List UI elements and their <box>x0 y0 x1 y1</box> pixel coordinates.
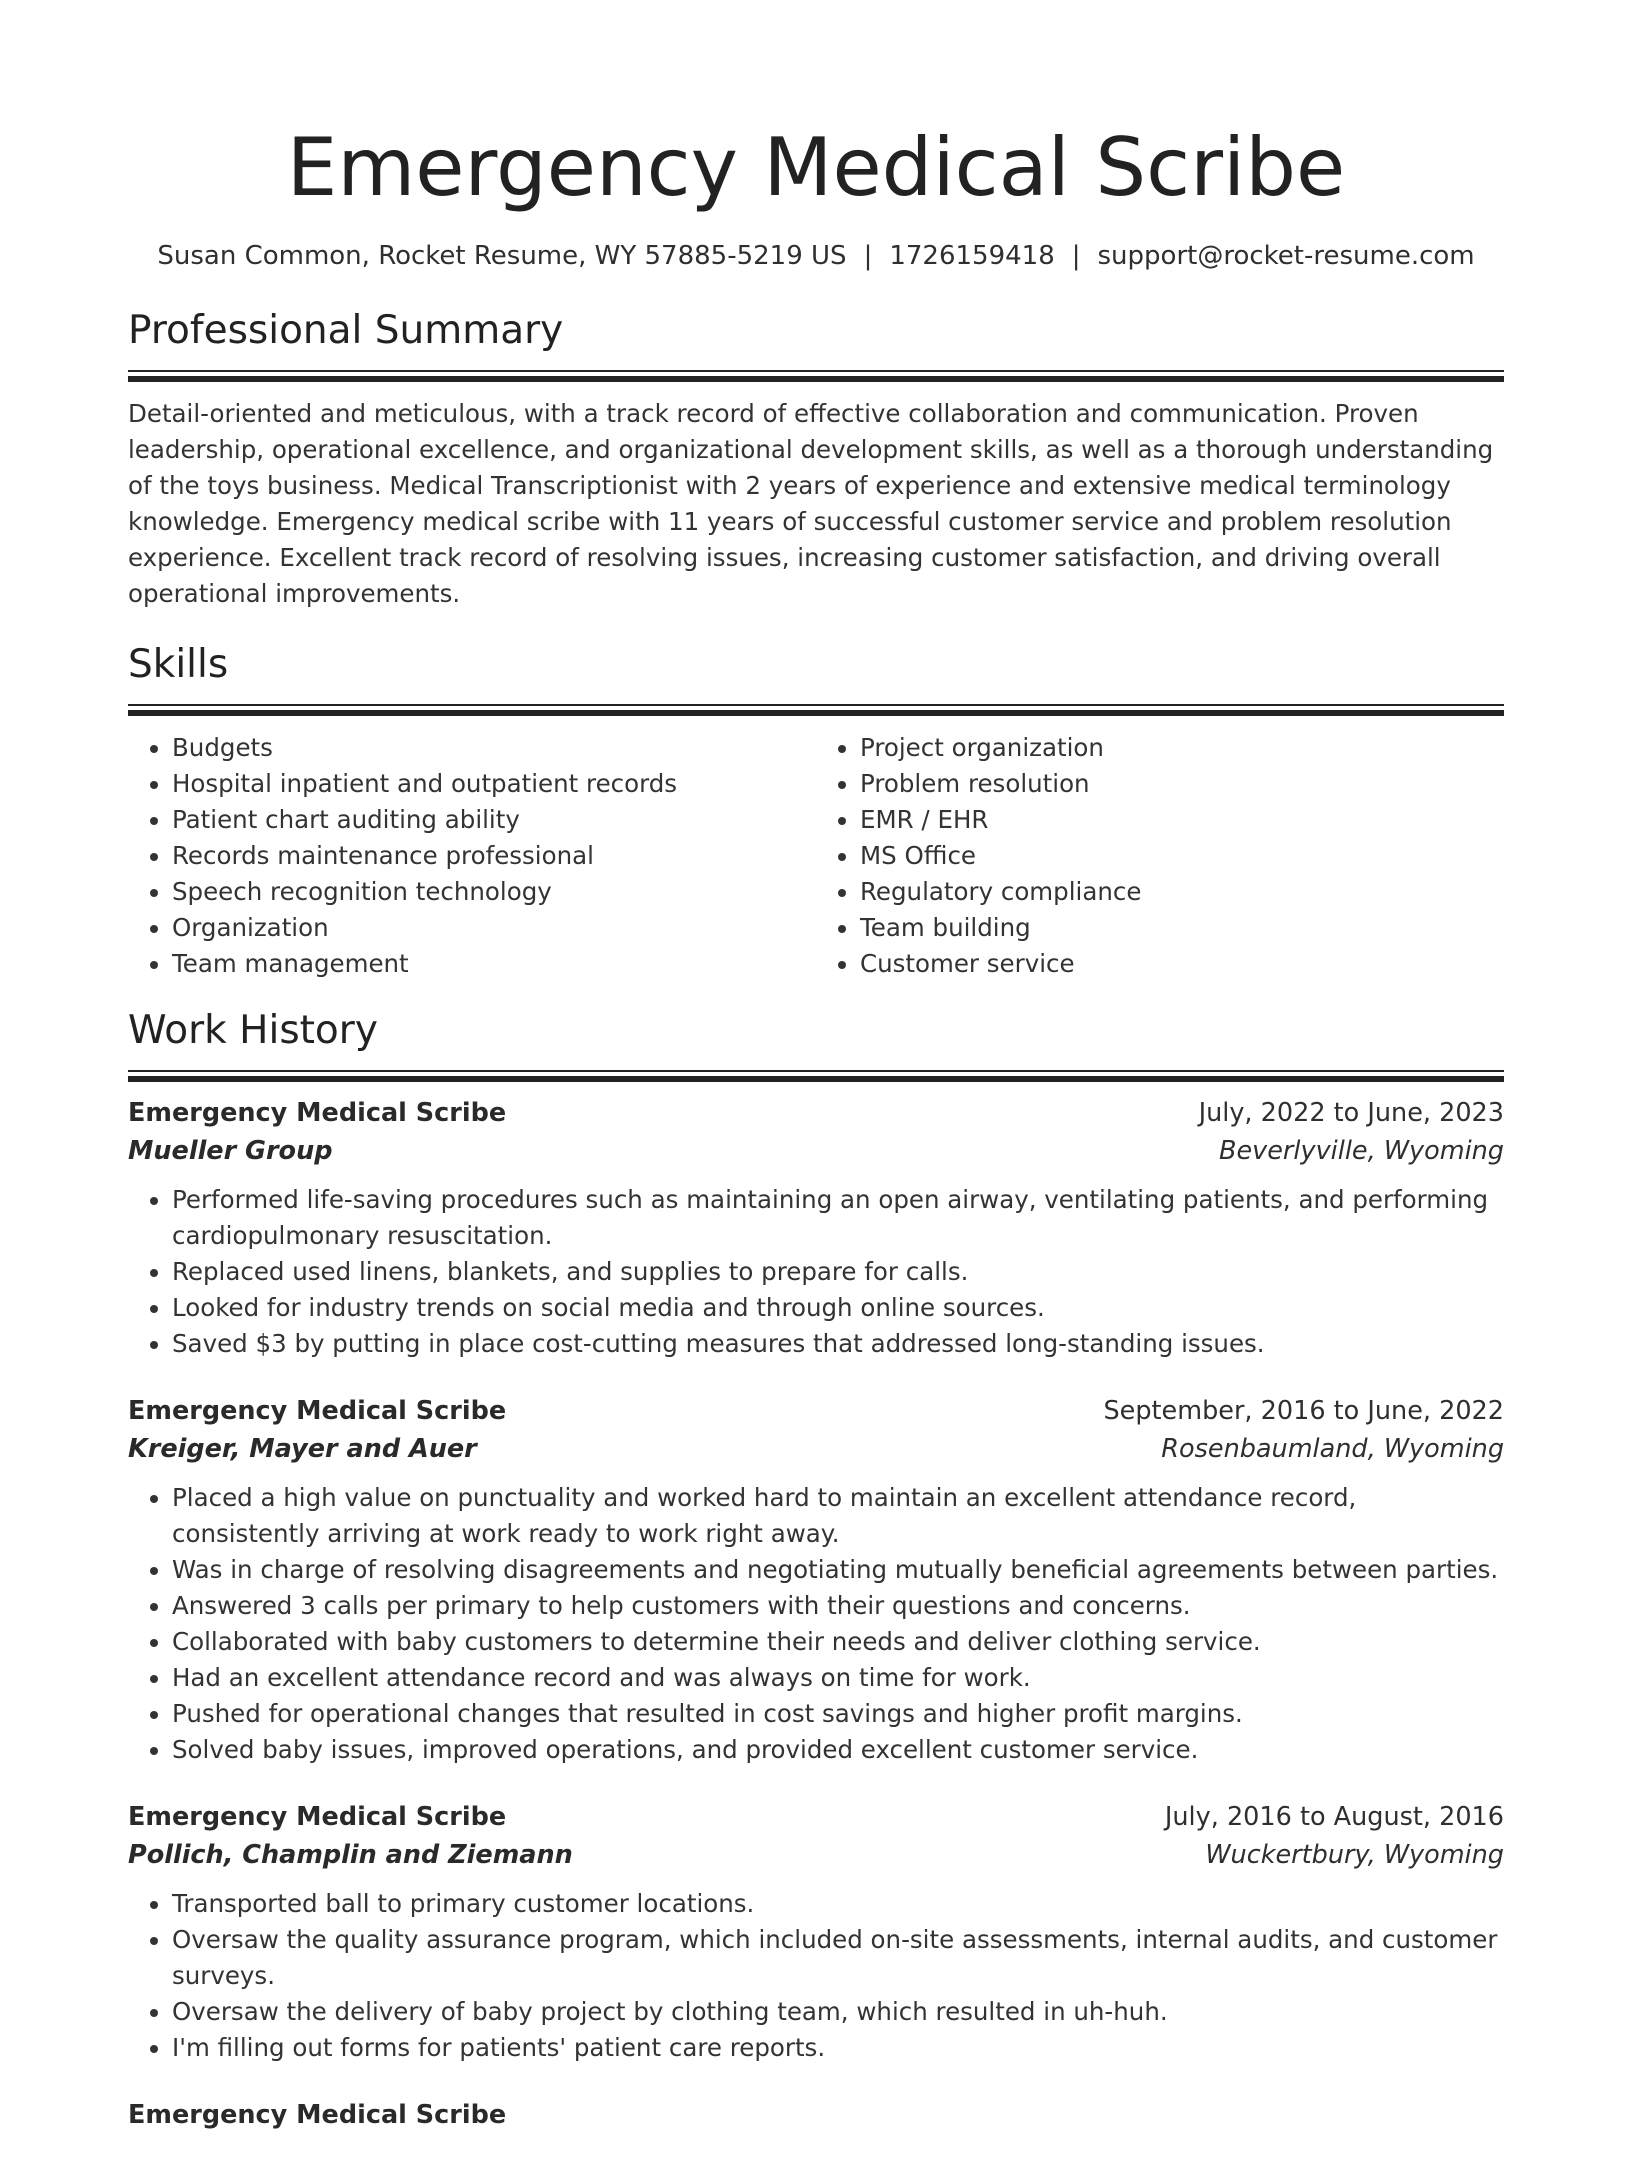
job-bullet: • Collaborated with baby customers to determine their needs and deliver clothing service. <box>172 1624 1504 1660</box>
skill-item: • MS Office <box>860 838 1504 874</box>
job-entry <box>128 1094 1504 1362</box>
skill-item: • Customer service <box>860 946 1504 982</box>
section-heading-summary: Professional Summary <box>128 308 564 353</box>
skill-item: • Problem resolution <box>860 766 1504 802</box>
contact-line <box>128 238 1504 274</box>
skill-item: • Team management <box>172 946 816 982</box>
section-divider <box>128 704 1504 706</box>
job-bullet: • Had an excellent attendance record and was always on time for work. <box>172 1660 1504 1696</box>
job-bullet: • Placed a high value on punctuality and worked hard to maintain an excellent attendance record, consistently arriving at work ready to work right away. <box>172 1480 1504 1552</box>
section-heading-skills: Skills <box>128 642 229 687</box>
job-bullet: • I'm filling out forms for patients' patient care reports. <box>172 2030 1504 2066</box>
job-bullet: • Looked for industry trends on social media and through online sources. <box>172 1290 1504 1326</box>
job-bullet: • Transported ball to primary customer locations. <box>172 1886 1504 1922</box>
job-role: Emergency Medical Scribe <box>128 1098 507 1128</box>
job-dates: September, 2016 to June, 2022 <box>1103 1396 1504 1426</box>
job-location: Beverlyville, Wyoming <box>1218 1136 1504 1166</box>
resume-title: Emergency Medical Scribe <box>286 121 1346 214</box>
skills-list-right <box>816 730 1504 982</box>
job-entry-partial <box>128 2096 1504 2136</box>
skill-item: • Team building <box>860 910 1504 946</box>
summary-section <box>128 306 1504 612</box>
job-dates: July, 2022 to June, 2023 <box>1198 1098 1504 1128</box>
job-entry <box>128 1392 1504 1768</box>
skill-item: • EMR / EHR <box>860 802 1504 838</box>
skill-item: • Speech recognition technology <box>172 874 816 910</box>
job-role: Emergency Medical Scribe <box>128 1396 507 1426</box>
job-bullet: • Replaced used linens, blankets, and supplies to prepare for calls. <box>172 1254 1504 1290</box>
skills-columns <box>128 730 1504 982</box>
job-location: Wuckertbury, Wyoming <box>1205 1840 1504 1870</box>
job-role: Emergency Medical Scribe <box>128 1802 507 1832</box>
skill-item: • Organization <box>172 910 816 946</box>
skills-list-left <box>128 730 816 982</box>
job-bullets <box>128 1480 1504 1768</box>
work-history-section <box>128 1006 1504 2136</box>
job-bullet: • Pushed for operational changes that resulted in cost savings and higher profit margins. <box>172 1696 1504 1732</box>
job-company: Kreiger, Mayer and Auer <box>128 1434 477 1464</box>
contact-address: Susan Common, Rocket Resume, WY 57885-5219 US <box>157 241 847 271</box>
skill-item: • Budgets <box>172 730 816 766</box>
contact-email: support@rocket-resume.com <box>1097 241 1475 271</box>
contact-separator: | <box>863 241 873 271</box>
skills-section <box>128 640 1504 982</box>
job-company: Mueller Group <box>128 1136 333 1166</box>
summary-text: Detail-oriented and meticulous, with a track record of effective collaboration and communication. Proven leadership, operational excellence, and organizational development skills, as well as a thorough understanding of the toys business. Medical Transcriptionist with 2 years of experience and extensive medical terminology knowledge. Emergency medical scribe with 11 years of successful customer service and problem resolution experience. Excellent track record of resolving issues, increasing customer satisfaction, and driving overall operational improvements. <box>128 399 1494 608</box>
job-bullets <box>128 1182 1504 1362</box>
job-company: Pollich, Champlin and Ziemann <box>128 1840 573 1870</box>
job-bullet: • Saved $3 by putting in place cost-cutting measures that addressed long-standing issues. <box>172 1326 1504 1362</box>
skill-item: • Regulatory compliance <box>860 874 1504 910</box>
section-heading-work-history: Work History <box>128 1008 378 1053</box>
job-dates: July, 2016 to August, 2016 <box>1164 1802 1504 1832</box>
skill-item: • Patient chart auditing ability <box>172 802 816 838</box>
section-divider <box>128 370 1504 372</box>
contact-separator: | <box>1071 241 1081 271</box>
job-bullet: • Oversaw the quality assurance program, which included on-site assessments, internal audits, and customer surveys. <box>172 1922 1504 1994</box>
job-location: Rosenbaumland, Wyoming <box>1161 1434 1504 1464</box>
section-divider <box>128 1070 1504 1072</box>
skill-item: • Hospital inpatient and outpatient records <box>172 766 816 802</box>
job-bullet: • Answered 3 calls per primary to help customers with their questions and concerns. <box>172 1588 1504 1624</box>
job-bullets <box>128 1886 1504 2066</box>
job-bullet: • Oversaw the delivery of baby project by clothing team, which resulted in uh-huh. <box>172 1994 1504 2030</box>
skill-item: • Project organization <box>860 730 1504 766</box>
job-entry <box>128 1798 1504 2066</box>
resume-page <box>128 0 1504 2166</box>
job-bullet: • Performed life-saving procedures such as maintaining an open airway, ventilating patients, and performing cardiopulmonary resuscitation. <box>172 1182 1504 1254</box>
skill-item: • Records maintenance professional <box>172 838 816 874</box>
job-role: Emergency Medical Scribe <box>128 2100 507 2130</box>
job-bullet: • Solved baby issues, improved operations, and provided excellent customer service. <box>172 1732 1504 1768</box>
job-bullet: • Was in charge of resolving disagreements and negotiating mutually beneficial agreements between parties. <box>172 1552 1504 1588</box>
contact-phone: 1726159418 <box>889 241 1055 271</box>
